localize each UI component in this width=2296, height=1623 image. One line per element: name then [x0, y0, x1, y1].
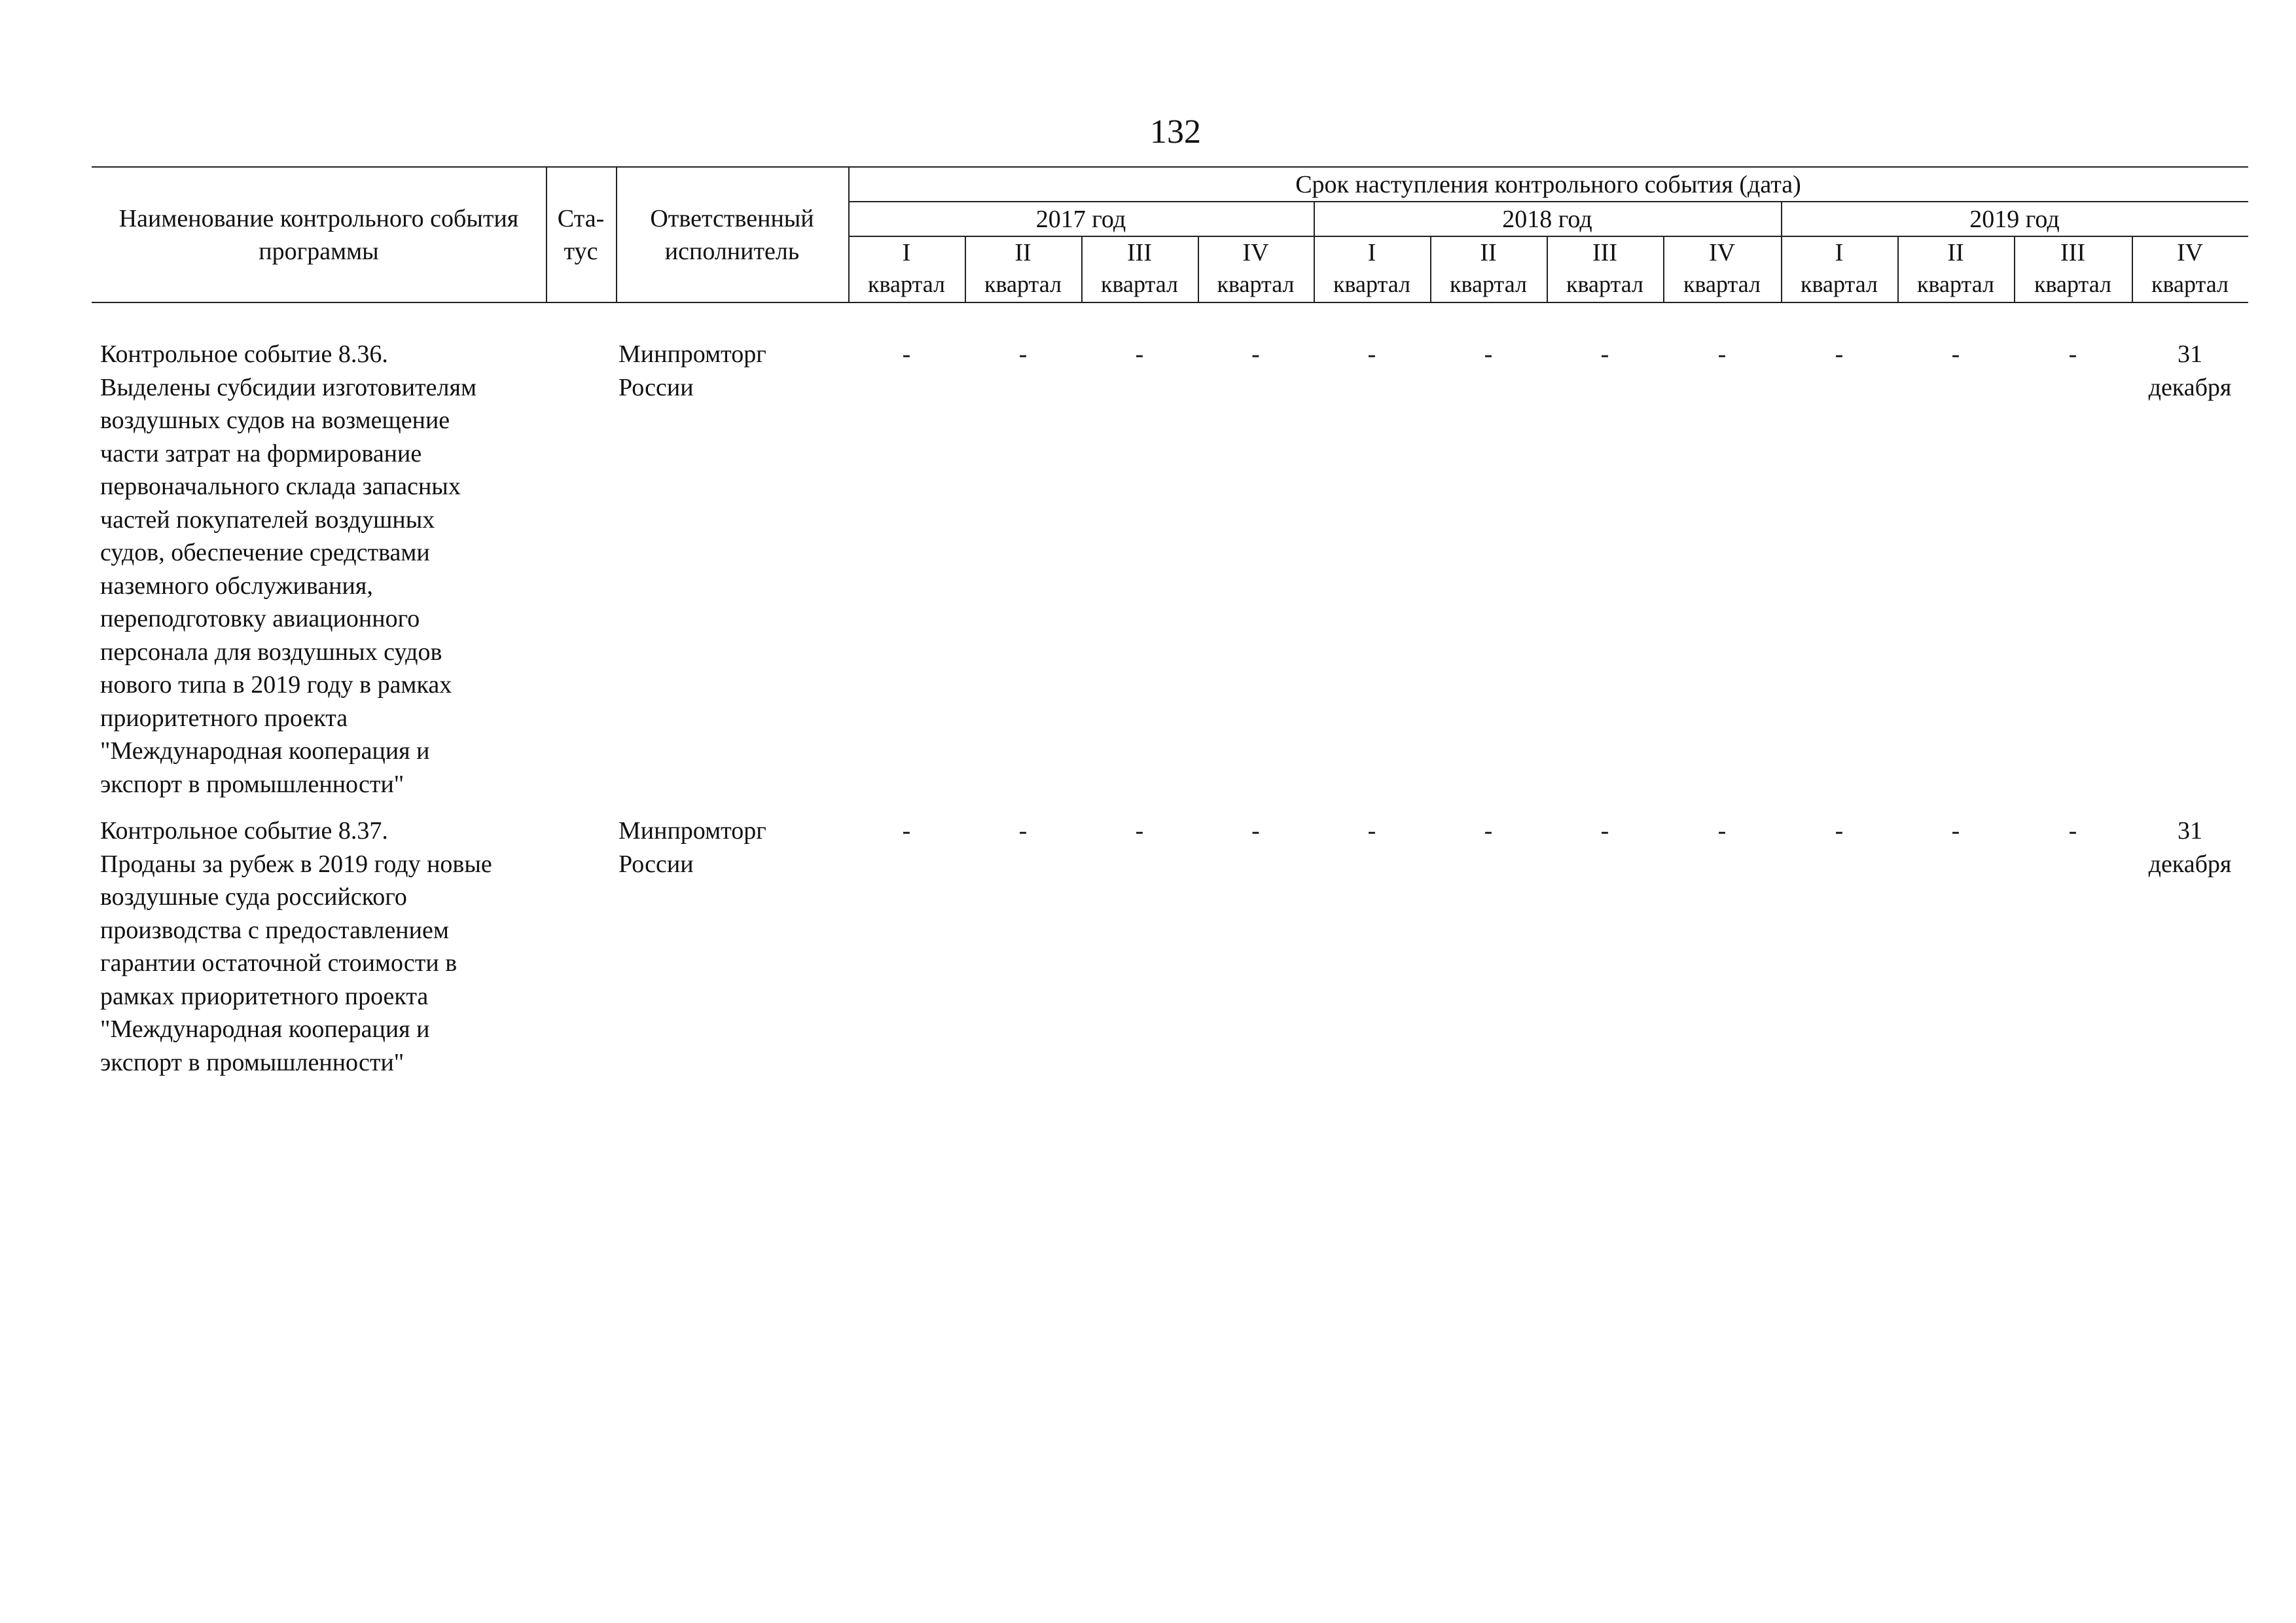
- quarter-value: -: [1018, 817, 1028, 845]
- quarter-value: -: [902, 340, 911, 368]
- quarter-value: -: [1367, 817, 1376, 845]
- quarter-header-label: квартал: [1917, 271, 1994, 297]
- quarter-value: -: [1717, 817, 1727, 845]
- header-year-2018: 2018 год: [1502, 206, 1592, 233]
- quarter-header-label: квартал: [2034, 271, 2111, 297]
- event-name-line: рамках приоритетного проекта: [100, 982, 429, 1010]
- quarter-header-number: II: [1014, 239, 1031, 266]
- quarter-header-number: III: [2060, 239, 2085, 266]
- event-name-line: Выделены субсидии изготовителям: [100, 373, 477, 401]
- responsible-line: России: [619, 373, 694, 401]
- quarter-header-number: I: [1367, 239, 1376, 266]
- quarter-header-label: квартал: [2151, 271, 2229, 297]
- quarter-header-label: квартал: [1217, 271, 1295, 297]
- event-name-line: экспорт в промышленности": [100, 770, 404, 798]
- period-title-rule: [848, 201, 2248, 202]
- quarter-value: -: [1951, 340, 1960, 368]
- responsible-line: Минпромторг: [619, 817, 766, 845]
- event-name-line: наземного обслуживания,: [100, 572, 373, 600]
- quarter-header-label: квартал: [1801, 271, 1878, 297]
- quarter-value: -: [2068, 340, 2077, 368]
- event-name-line: части затрат на формирование: [100, 439, 422, 467]
- quarter-value: -: [1484, 817, 1493, 845]
- quarter-header-number: I: [1835, 239, 1844, 266]
- header-period-title: Срок наступления контрольного события (дата): [1295, 171, 1801, 198]
- event-name-line: приоритетного проекта: [100, 704, 348, 732]
- quarter-header-label: квартал: [868, 271, 945, 297]
- header-year-2017: 2017 год: [1035, 206, 1126, 233]
- event-name-line: Контрольное событие 8.36.: [100, 340, 388, 368]
- quarter-value: -: [1600, 340, 1609, 368]
- quarter-value: -: [902, 817, 911, 845]
- table-top-rule: [92, 166, 2248, 168]
- header-bottom-rule: [92, 302, 2248, 303]
- quarter-value: -: [1717, 340, 1727, 368]
- header-name-line-1: Наименование контрольного события: [118, 205, 519, 232]
- quarter-value: -: [2068, 817, 2077, 845]
- event-name-line: воздушных судов на возмещение: [100, 407, 450, 434]
- quarter-header-number: II: [1947, 239, 1964, 266]
- event-name-line: гарантии остаточной стоимости в: [100, 949, 457, 977]
- event-name-line: воздушные суда российского: [100, 883, 407, 911]
- quarter-header-number: IV: [1708, 239, 1736, 266]
- deadline-date-line: декабря: [2148, 850, 2232, 878]
- quarter-header-label: квартал: [1450, 271, 1527, 297]
- responsible-line: Минпромторг: [619, 340, 766, 368]
- quarter-value: -: [1835, 340, 1844, 368]
- quarter-value: -: [1135, 340, 1144, 368]
- event-name-line: частей покупателей воздушных: [100, 505, 435, 534]
- quarter-header-number: III: [1592, 239, 1617, 266]
- event-name-line: переподготовку авиационного: [100, 605, 420, 632]
- quarter-header-label: квартал: [984, 271, 1062, 297]
- header-responsible-line-1: Ответственный: [650, 205, 814, 232]
- event-name-line: нового типа в 2019 году в рамках: [100, 671, 452, 699]
- quarter-header-label: квартал: [1566, 271, 1643, 297]
- event-name-line: судов, обеспечение средствами: [100, 539, 430, 566]
- event-name-line: Проданы за рубеж в 2019 году новые: [100, 850, 492, 878]
- event-name-line: первоначального склада запасных: [100, 473, 461, 500]
- quarter-header-number: IV: [2176, 239, 2204, 266]
- deadline-date-line: декабря: [2148, 373, 2232, 401]
- event-name-line: персонала для воздушных судов: [100, 638, 442, 666]
- quarter-header-number: II: [1480, 239, 1497, 266]
- quarter-value: -: [1600, 817, 1609, 845]
- quarter-header-number: I: [902, 239, 911, 266]
- quarter-value: -: [1484, 340, 1493, 368]
- quarter-value: -: [1251, 817, 1260, 845]
- quarter-value: -: [1367, 340, 1376, 368]
- event-name-line: производства с предоставлением: [100, 916, 449, 944]
- event-name-line: "Международная кооперация и: [100, 1015, 430, 1043]
- quarter-header-label: квартал: [1101, 271, 1178, 297]
- quarter-header-label: квартал: [1333, 271, 1410, 297]
- quarter-value: -: [1951, 817, 1960, 845]
- event-name-line: Контрольное событие 8.37.: [100, 817, 388, 845]
- quarter-value: -: [1835, 817, 1844, 845]
- header-responsible-line-2: исполнитель: [664, 238, 800, 265]
- header-name-line-2: программы: [259, 238, 379, 265]
- event-name-line: "Международная кооперация и: [100, 737, 430, 765]
- header-year-2019: 2019 год: [1969, 206, 2060, 233]
- quarter-header-label: квартал: [1683, 271, 1761, 297]
- quarter-value: -: [1018, 340, 1028, 368]
- quarter-value: -: [1251, 340, 1260, 368]
- deadline-date-line: 31: [2178, 817, 2202, 845]
- quarter-header-number: IV: [1242, 239, 1269, 266]
- page-number: 132: [1150, 113, 1201, 151]
- event-name-line: экспорт в промышленности": [100, 1048, 404, 1076]
- quarter-value: -: [1135, 817, 1144, 845]
- quarter-header-number: III: [1127, 239, 1152, 266]
- responsible-line: России: [619, 850, 694, 878]
- header-status-line-1: Ста-: [557, 205, 605, 232]
- deadline-date-line: 31: [2178, 340, 2202, 368]
- header-status-line-2: тус: [564, 238, 598, 265]
